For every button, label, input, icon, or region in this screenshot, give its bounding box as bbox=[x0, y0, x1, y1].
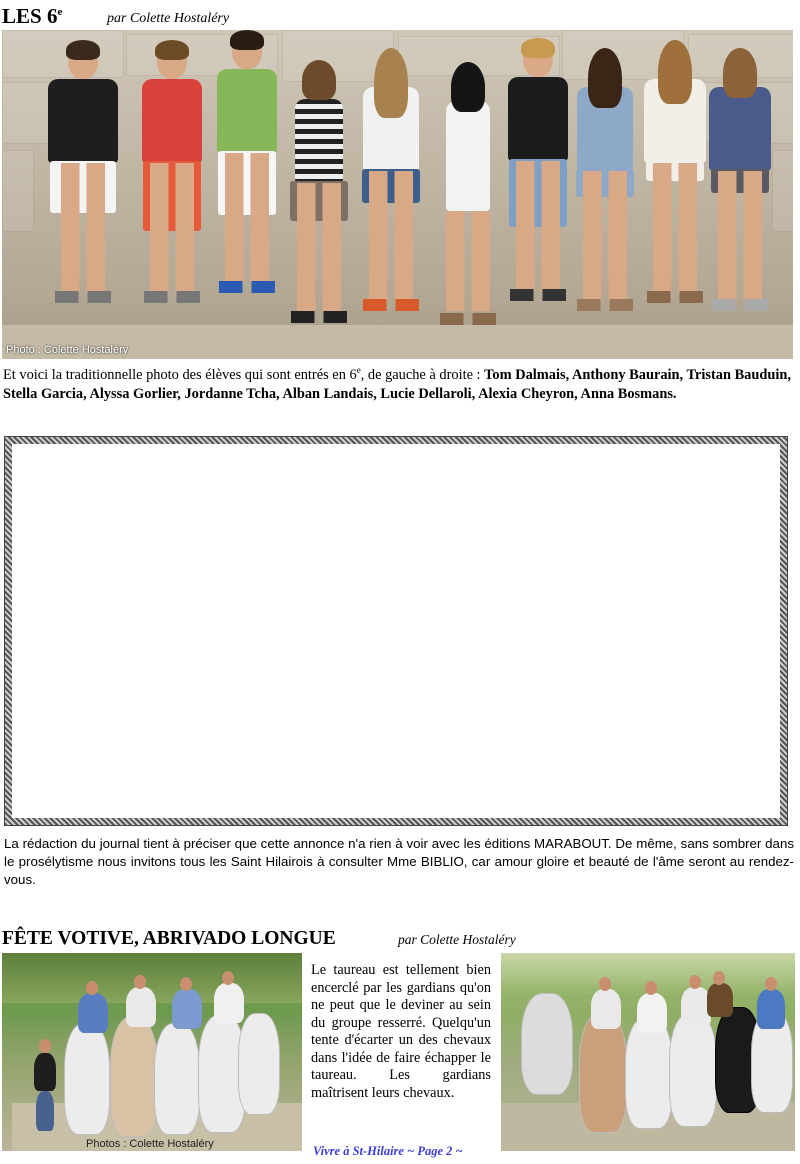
photo-credit: Photos : Colette Hostaléry bbox=[86, 1138, 214, 1150]
student-figure bbox=[210, 33, 284, 333]
student-figure bbox=[572, 51, 638, 333]
photo-credit: Photo : Colette Hostaléry bbox=[6, 344, 129, 356]
abrivado-photo-right bbox=[501, 953, 795, 1151]
student-figure bbox=[640, 43, 710, 333]
biblio-ad-frame bbox=[5, 437, 787, 825]
student-figure bbox=[38, 43, 128, 333]
section-title-6e bbox=[2, 4, 62, 29]
abrivado-photo-left bbox=[2, 953, 302, 1151]
byline: par Colette Hostaléry bbox=[398, 932, 516, 947]
student-figure bbox=[284, 63, 354, 333]
photo-caption bbox=[3, 361, 795, 404]
title-sup: e bbox=[57, 6, 63, 18]
page-footer: Vivre à St-Hilaire ~ Page 2 ~ bbox=[313, 1144, 463, 1158]
student-figure bbox=[500, 41, 576, 333]
article-text: Le taureau est tellement bien encerclé par les gardians qu'on ne peut que le deviner au sein du groupe resserré. Quelqu'un tente d'écarter un des chevaux dans l'idée de faire échapper le taureau. Les gardians maîtrisent leurs chevaux. bbox=[311, 962, 491, 1101]
student-figure bbox=[438, 65, 498, 333]
caption-mid: , de gauche à droite : bbox=[360, 366, 485, 383]
class-photo bbox=[2, 30, 793, 359]
caption-sup: e bbox=[356, 365, 361, 375]
student-figure bbox=[132, 43, 212, 333]
editorial-note: La rédaction du journal tient à préciser que cette annonce n'a rien à voir avec les éditions MARABOUT. De même, sans sombrer dans le prosélytisme nous invitons tous les Saint Hilairois à consulter Mme BIBLIO, car amour gloire et beauté de l'âme seront au rendez-vous. bbox=[4, 836, 794, 887]
student-figure bbox=[706, 51, 774, 333]
byline: par Colette Hostaléry bbox=[107, 11, 230, 26]
section-title-fete: FÊTE VOTIVE, ABRIVADO LONGUE bbox=[2, 928, 336, 949]
caption-names: Tom Dalmais, Anthony Baurain, Tristan Bauduin, Stella Garcia, Alyssa Gorlier, Jordanne Tcha, Alban Landais, Lucie Dellaroli, Alexia Cheyron, Anna Bosmans. bbox=[3, 366, 791, 402]
caption-intro: Et voici la traditionnelle photo des élèves qui sont entrés en 6 bbox=[3, 366, 357, 383]
student-figure bbox=[354, 51, 428, 333]
title-main: LES 6 bbox=[2, 4, 58, 28]
